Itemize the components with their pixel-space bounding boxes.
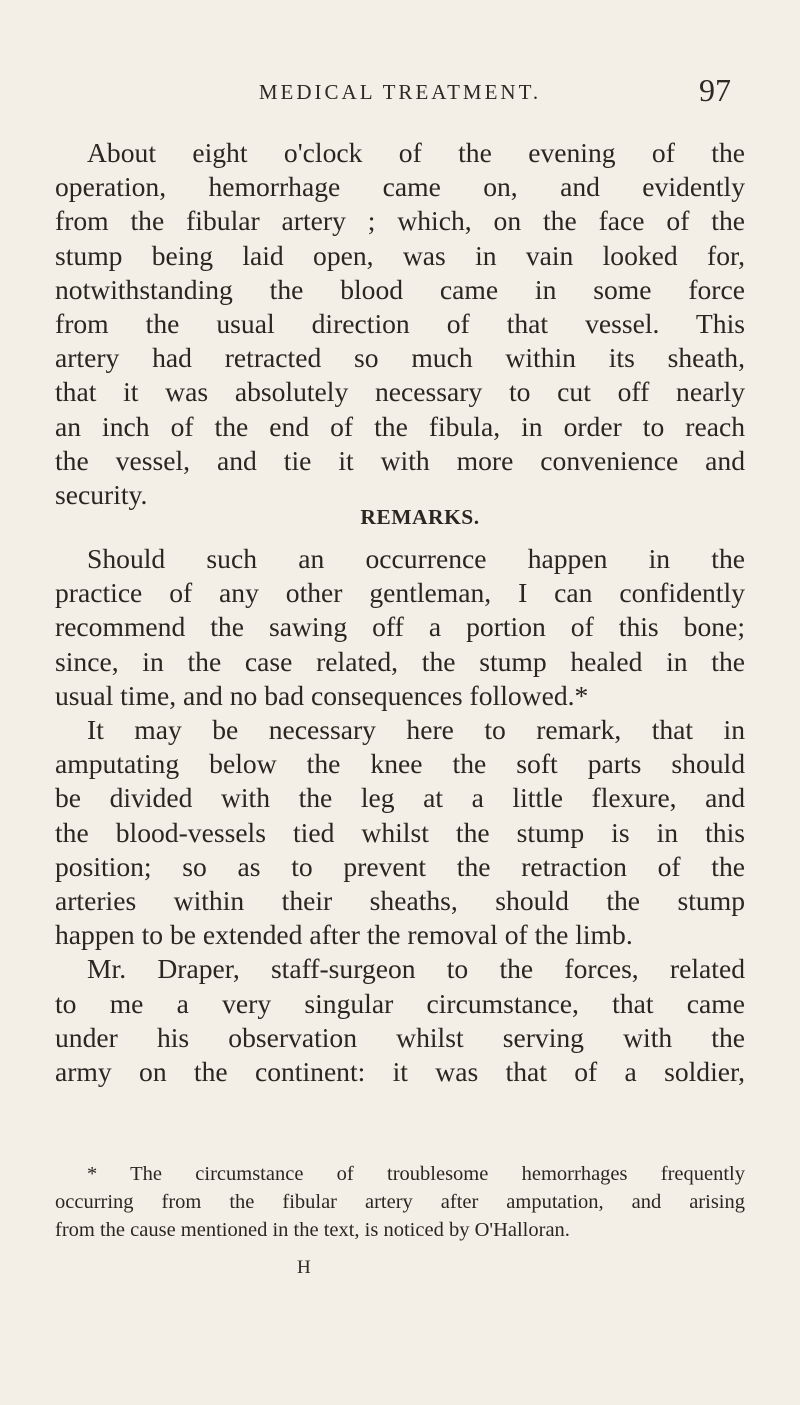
text-line: Should such an occurrence happen in the	[87, 543, 745, 575]
text-line: amputating below the knee the soft parts should	[55, 748, 745, 780]
text-line: be divided with the leg at a little flexure, and	[55, 782, 745, 814]
running-title: MEDICAL TREATMENT.	[258, 80, 542, 104]
running-head	[55, 74, 745, 114]
footnote-line: from the cause mentioned in the text, is noticed by O'Halloran.	[55, 1219, 570, 1241]
text-line: recommend the sawing off a portion of this bone;	[55, 611, 745, 643]
footnote-line: occurring from the fibular artery after amputation, and arising	[55, 1191, 745, 1213]
text-line: an inch of the end of the fibula, in order to reach	[55, 410, 745, 442]
page-number: 97	[699, 72, 731, 108]
text-line: to me a very singular circumstance, that came	[55, 987, 745, 1019]
footnote-line: * The circumstance of troublesome hemorrhages frequently	[87, 1163, 745, 1185]
text-line: artery had retracted so much within its sheath,	[55, 342, 745, 374]
signature-mark: H	[297, 1257, 311, 1278]
text-line: under his observation whilst serving with the	[55, 1021, 745, 1053]
text-line: that it was absolutely necessary to cut off nearly	[55, 376, 745, 408]
text-line: happen to be extended after the removal of the limb.	[55, 919, 633, 951]
text-line: practice of any other gentleman, I can confidently	[55, 577, 745, 609]
text-line: from the fibular artery ; which, on the face of the	[55, 205, 745, 237]
text-line: security.	[55, 478, 148, 510]
section-heading: REMARKS.	[360, 505, 480, 530]
text-line: notwithstanding the blood came in some force	[55, 273, 745, 305]
text-line: from the usual direction of that vessel. This	[55, 307, 745, 339]
text-line: Mr. Draper, staff-surgeon to the forces, related	[87, 953, 745, 985]
text-line: position; so as to prevent the retraction of the	[55, 850, 745, 882]
text-line: arteries within their sheaths, should the stump	[55, 884, 745, 916]
text-line: usual time, and no bad consequences followed.*	[55, 679, 589, 711]
footnote	[55, 1160, 745, 1244]
text-line: the blood-vessels tied whilst the stump is in this	[55, 816, 745, 848]
text-line: army on the continent: it was that of a soldier,	[55, 1055, 745, 1087]
text-line: About eight o'clock of the evening of the	[87, 137, 745, 168]
text-line: the vessel, and tie it with more convenience and	[55, 444, 745, 476]
text-line: stump being laid open, was in vain looked for,	[55, 239, 745, 271]
body-text	[55, 136, 745, 1089]
text-line: operation, hemorrhage came on, and evidently	[55, 171, 745, 203]
text-line: It may be necessary here to remark, that in	[87, 714, 745, 745]
text-line: since, in the case related, the stump healed in the	[55, 645, 745, 677]
